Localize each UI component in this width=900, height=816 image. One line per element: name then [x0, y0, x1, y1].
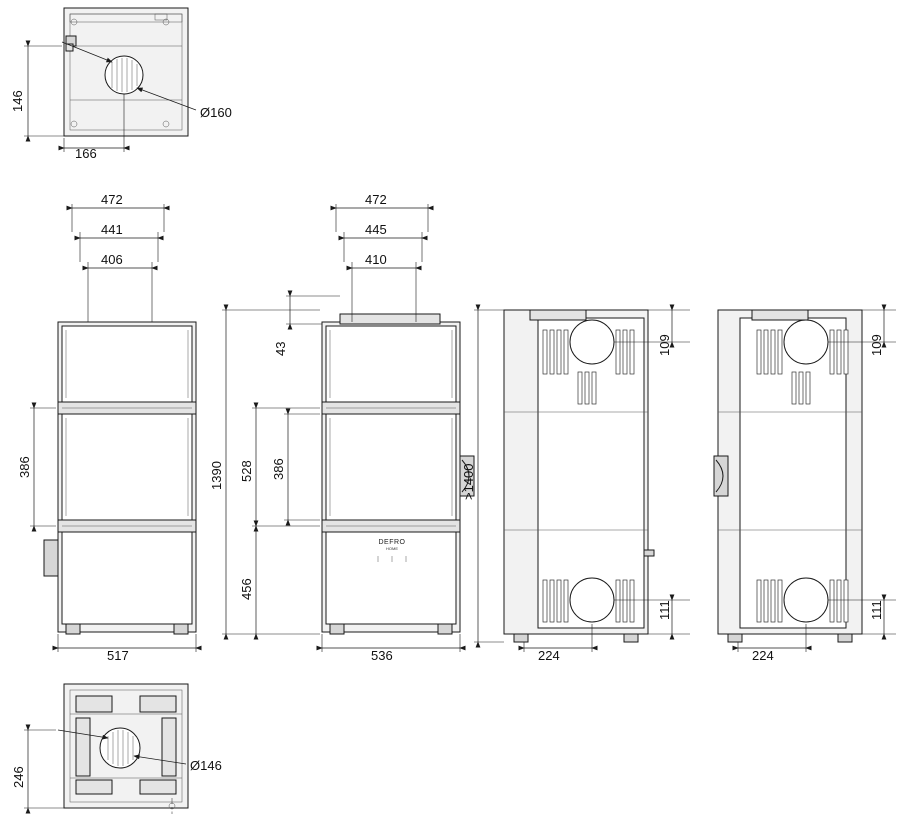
dim-441-front-left: 441 — [101, 222, 123, 237]
view-side-right — [714, 310, 896, 663]
dim-224-side-right: 224 — [752, 648, 774, 663]
view-front-right — [209, 192, 474, 663]
dim-536: 536 — [371, 648, 393, 663]
dim-456: 456 — [239, 578, 254, 600]
dim-111-side-right: 111 — [869, 600, 884, 620]
dim-386-front-right: 386 — [271, 458, 286, 480]
dim-1400-min: >1400 — [461, 463, 476, 500]
dim-386-front-left: 386 — [17, 456, 32, 478]
dim-146: 146 — [10, 90, 25, 112]
view-side-left — [461, 310, 690, 663]
dim-517: 517 — [107, 648, 129, 663]
dim-111-side-left: 111 — [657, 600, 672, 620]
dim-1390: 1390 — [209, 461, 224, 490]
brand-logo-sub: HOME — [386, 546, 398, 551]
dim-528: 528 — [239, 460, 254, 482]
view-top-plan — [10, 8, 232, 161]
dim-diameter-160: Ø160 — [200, 105, 232, 120]
dim-406-front-left: 406 — [101, 252, 123, 267]
dim-109-side-left: 109 — [657, 334, 672, 356]
dim-410: 410 — [365, 252, 387, 267]
dim-diameter-146: Ø146 — [190, 758, 222, 773]
dim-166: 166 — [75, 146, 97, 161]
dim-224-side-left: 224 — [538, 648, 560, 663]
brand-logo: DEFRO — [378, 539, 406, 546]
view-front-left — [17, 192, 196, 663]
view-bottom-plan — [11, 684, 222, 814]
dim-472-front-left: 472 — [101, 192, 123, 207]
dim-43: 43 — [273, 341, 288, 356]
dim-109-side-right: 109 — [869, 334, 884, 356]
dim-472-front-right: 472 — [365, 192, 387, 207]
dim-246: 246 — [11, 766, 26, 788]
dim-445: 445 — [365, 222, 387, 237]
